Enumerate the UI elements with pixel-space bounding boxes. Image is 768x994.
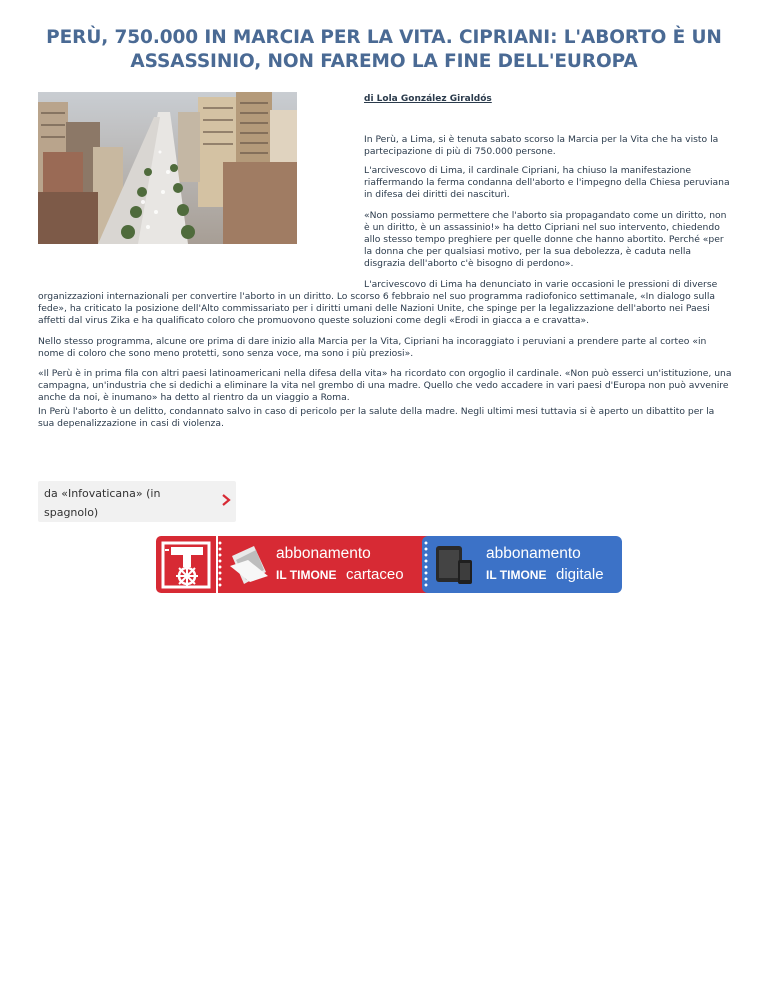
- stitch-decoration: [424, 540, 428, 589]
- paragraph-7: In Perù l'aborto è un delitto, condannato salvo in caso di pericolo per la salute della madre. Negli ultimi mesi tuttavia si è aperto un dibattito per la sua depenalizzazione in casi di violenza.: [38, 406, 715, 429]
- digital-button-line1: abbonamento: [486, 545, 581, 562]
- tablet-phone-icon: [434, 544, 474, 586]
- paper-button-type: cartaceo: [346, 566, 404, 583]
- subscription-banner: [156, 536, 622, 593]
- digital-button-type: digitale: [556, 566, 604, 583]
- paragraph-4: L'arcivescovo di Lima ha denunciato in varie occasioni le pressioni di diverse organizzazioni internazionali per convertire l'aborto in un diritto. Lo scorso 6 febbraio nel suo programma radiofonico settimanale, «In dialogo sulla fede», ha criticato la posizione dell'Alto commissariato per i diritti umani delle Nazioni Unite, che spinge per la legalizzazione dell'aborto nei Paesi affetti dal virus Zika e ha qualificato coloro che promuovono queste soluzioni come degli «Erodi in giacca a e cravatta».: [38, 279, 718, 326]
- il-timone-logo-icon: [156, 536, 216, 593]
- article-author[interactable]: di Lola González Giraldós: [364, 94, 492, 104]
- paragraph-1: In Perù, a Lima, si è tenuta sabato scorso la Marcia per la Vita che ha visto la partecipazione di più di 750.000 persone.: [364, 134, 719, 157]
- march-photo: [38, 92, 297, 244]
- article-title: PERÙ, 750.000 IN MARCIA PER LA VITA. CIPRIANI: L'ABORTO È UN ASSASSINIO, NON FAREMO LA FINE DELL'EUROPA: [46, 27, 722, 72]
- city-march-image: [38, 92, 297, 244]
- paragraph-6: «Il Perù è in prima fila con altri paesi latinoamericani nella difesa della vita» ha ricordato con orgoglio il cardinale. «Non può esserci un'istituzione, una campagna, un'industria che si dedichi a eliminare la vita nel grembo di una madre. Quello che vedo accadere in vari paesi d'Europa non può avvenire anche da noi, è inumano» ha detto al rientro da un viaggio a Roma.: [38, 368, 732, 403]
- source-link-label: da «Infovaticana» (in spagnolo): [44, 487, 161, 519]
- digital-button-brand: IL TIMONE: [486, 568, 547, 582]
- paragraph-3: «Non possiamo permettere che l'aborto sia propagandato come un diritto, non è un diritto, è un assassinio!» ha detto Cipriani nel suo intervento, chiedendo allo stesso tempo preghiere per quelle donne che hanno abortito. Perché «per la donna che per qualsiasi motivo, per la sua debolezza, è caduta nella disgrazia dell'aborto c'è bisogno di perdono».: [364, 210, 727, 269]
- stitch-decoration: [218, 540, 222, 589]
- source-link[interactable]: [38, 481, 236, 522]
- paper-button-brand: IL TIMONE: [276, 568, 337, 582]
- chevron-right-icon: [220, 493, 232, 507]
- paragraph-5: Nello stesso programma, alcune ore prima di dare inizio alla Marcia per la Vita, Cipriani ha incoraggiato i peruviani a prendere parte al corteo «in nome di coloro che sono meno protetti, sono senza voce, ma sono i più preziosi».: [38, 336, 707, 359]
- paper-magazine-icon: [228, 542, 272, 588]
- paragraph-2: L'arcivescovo di Lima, il cardinale Cipriani, ha chiuso la manifestazione riaffermando la ferma condanna dell'aborto e l'impegno della Chiesa peruviana in difesa dei diritti dei nasciturì.: [364, 165, 730, 200]
- digital-subscription-button[interactable]: [422, 536, 622, 593]
- paper-button-line1: abbonamento: [276, 545, 371, 562]
